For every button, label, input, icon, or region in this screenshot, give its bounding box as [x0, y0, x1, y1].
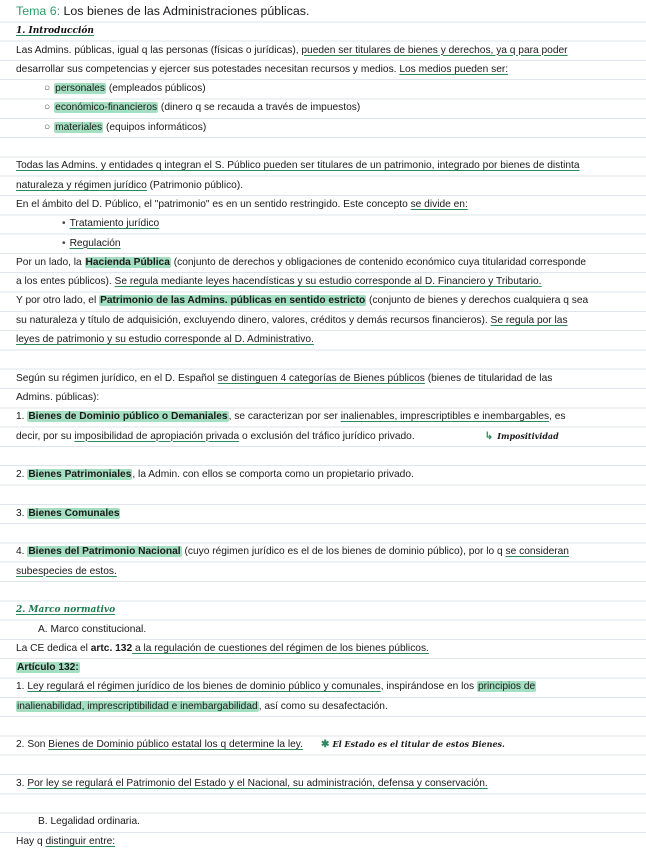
circle-bullet-icon: ○ — [44, 121, 51, 133]
blank-line — [16, 484, 630, 503]
article-heading-line — [16, 658, 630, 677]
list-number: 3. — [16, 507, 28, 519]
text-underlined: Ley regulará el régimen jurídico de los bienes de dominio público y comunales — [27, 681, 381, 693]
blank-line — [16, 755, 630, 774]
blank-line — [16, 446, 630, 465]
page-title — [16, 2, 630, 21]
text: , la Admin. con ellos se comporta como un propietario privado. — [132, 469, 414, 481]
categories-line-1 — [16, 369, 630, 388]
text-underlined: se consideran — [505, 546, 569, 558]
list-number: 4. — [16, 546, 28, 558]
category-3-line — [16, 504, 630, 523]
text-underlined: a la regulación de cuestiones del régimen de los bienes públicos. — [132, 642, 429, 654]
text-underlined: naturaleza y régimen jurídico — [16, 179, 147, 191]
text: (conjunto de derechos y obligaciones de contenido económico cuya titularidad corresponde — [170, 256, 587, 268]
last-line — [16, 832, 630, 851]
section-1-heading: 1. Introducción — [16, 26, 94, 37]
means-desc: (empleados públicos) — [106, 83, 206, 95]
highlighted-text: principios de — [477, 681, 536, 693]
article-ref: artc. 132 — [90, 642, 133, 654]
text: su naturaleza y título de adquisición, excluyendo dinero, valores, créditos y demás recursos financieros). — [16, 314, 491, 326]
subsection-b-title: B. Legalidad ordinaria. — [38, 816, 140, 828]
category-4-line-1 — [16, 542, 630, 561]
category-4-line-2 — [16, 562, 630, 581]
handwritten-note: El Estado es el titular de estos Bienes. — [332, 739, 505, 750]
text: o exclusión del tráfico jurídico privado. — [239, 430, 415, 442]
text-underlined: se divide en: — [410, 198, 468, 210]
text: 3. — [16, 777, 28, 789]
text-underlined: Por ley se regulará el Patrimonio del Estado y el Nacional, su administración, defensa y conservación. — [27, 777, 488, 789]
means-term: económico-financieros — [55, 102, 158, 114]
text: , así como su desafectación. — [258, 700, 388, 712]
highlighted-term: Bienes de Dominio público o Demaniales — [28, 411, 228, 423]
text: 2. Son — [16, 739, 49, 751]
text-underlined: se distinguen 4 categorías de Bienes públicos — [217, 372, 425, 384]
patrimony-line-1 — [16, 156, 630, 175]
patrimonio-line-2 — [16, 311, 630, 330]
subsection-a-title: A. Marco constitucional. — [38, 623, 147, 635]
text: desarrollar sus competencias y ejercer sus potestades necesitan recursos y medios. — [16, 63, 400, 75]
text: decir, por su — [16, 430, 75, 442]
arrow-icon: ↳ — [484, 430, 494, 442]
patrimony-line-2 — [16, 176, 630, 195]
text-underlined: Se regula mediante leyes hacendísticas y su estudio corresponde al D. Financiero y Tributario. — [114, 276, 542, 288]
article-item-2-line — [16, 735, 630, 754]
article-item-1-line-2 — [16, 697, 630, 716]
highlighted-term: Hacienda Pública — [85, 256, 170, 268]
text-underlined: inalienables, imprescriptibles e inembargables — [340, 411, 550, 423]
ce-line — [16, 639, 630, 658]
blank-line — [16, 716, 630, 735]
highlighted-term: Bienes Comunales — [28, 507, 120, 519]
topic-number: Tema 6: — [16, 4, 61, 18]
circle-bullet-icon: ○ — [44, 83, 51, 95]
section-1-heading-line — [16, 21, 630, 40]
blank-line — [16, 349, 630, 368]
category-1-line-1 — [16, 407, 630, 426]
means-term: materiales — [55, 121, 103, 133]
text: , es — [549, 411, 566, 423]
section-2-heading: 2. Marco normativo — [16, 605, 116, 616]
means-desc: (dinero q se recauda a través de impuestos) — [158, 102, 361, 114]
division-item — [16, 214, 630, 233]
text: (bienes de titularidad de las — [424, 372, 553, 384]
circle-bullet-icon: ○ — [44, 102, 51, 114]
text-underlined: Los medios pueden ser: — [399, 63, 509, 75]
division-label: Regulación — [69, 237, 121, 249]
means-term: personales — [55, 83, 105, 95]
article-item-3-line — [16, 774, 630, 793]
text: Por un lado, la — [16, 256, 85, 268]
text: 1. — [16, 681, 28, 693]
text-underlined: pueden ser titulares de un patrimonio, integrado por bienes de distinta — [263, 160, 580, 172]
section-2-heading-line — [16, 600, 630, 619]
means-desc: (equipos informáticos) — [103, 121, 207, 133]
blank-line — [16, 137, 630, 156]
dot-bullet-icon: • — [62, 237, 66, 249]
text: a los entes públicos). — [16, 276, 115, 288]
blank-line — [16, 581, 630, 600]
categories-line-2 — [16, 388, 630, 407]
intro-line-2 — [16, 60, 630, 79]
hacienda-line-2 — [16, 272, 630, 291]
text: En el ámbito del D. Público, el "patrimonio" es en un sentido restringido. Este concepto — [16, 198, 411, 210]
patrimony-line-3 — [16, 195, 630, 214]
text-underlined: leyes de patrimonio y su estudio corresponde al D. Administrativo. — [16, 334, 314, 346]
category-2-line — [16, 465, 630, 484]
text: Las Admins. públicas, igual q las personas (físicas o jurídicas), — [16, 44, 302, 56]
subsection-b — [16, 812, 630, 831]
topic-title: Los bienes de las Administraciones públicas. — [60, 4, 310, 18]
highlighted-term: Patrimonio de las Admins. públicas en sentido estricto — [100, 295, 366, 307]
text-underlined: Bienes de Dominio público estatal los q determine la ley. — [48, 739, 303, 751]
blank-line — [16, 793, 630, 812]
text-underlined: imposibilidad de apropiación privada — [74, 430, 240, 442]
text: (conjunto de bienes y derechos cualquiera q sea — [366, 295, 589, 307]
patrimonio-line-3 — [16, 330, 630, 349]
text: , se caracterizan por ser — [228, 411, 341, 423]
dot-bullet-icon: • — [62, 218, 66, 230]
list-number: 2. — [16, 469, 28, 481]
blank-line — [16, 523, 630, 542]
means-item — [16, 118, 630, 137]
subsection-a — [16, 620, 630, 639]
text: Admins. públicas): — [16, 391, 100, 403]
text-underlined: distinguir entre: — [45, 835, 116, 847]
text-underlined: pueden ser titulares de bienes y derechos, ya q para poder — [301, 44, 568, 56]
text: Según su régimen jurídico, en el D. Español — [16, 372, 218, 384]
list-number: 1. — [16, 411, 28, 423]
intro-line-1 — [16, 41, 630, 60]
article-item-1-line-1 — [16, 677, 630, 696]
star-icon: ✱ — [320, 739, 330, 751]
division-label: Tratamiento jurídico — [69, 218, 160, 230]
highlighted-term: Bienes del Patrimonio Nacional — [28, 546, 181, 558]
patrimonio-line-1 — [16, 291, 630, 310]
text: La CE dedica el — [16, 642, 91, 654]
highlighted-text: inalienabilidad, imprescriptibilidad e inembargabilidad — [17, 700, 258, 712]
division-item — [16, 234, 630, 253]
article-heading: Artículo 132: — [17, 662, 79, 674]
text: Hay q — [16, 835, 46, 847]
handwritten-note: Impositividad — [497, 430, 559, 441]
text: , inspirándose en los — [380, 681, 477, 693]
means-item — [16, 98, 630, 117]
text-underlined: Se regula por las — [490, 314, 568, 326]
category-1-line-2 — [16, 427, 630, 446]
text: (Patrimonio público). — [146, 179, 244, 191]
text-underlined: subespecies de estos. — [16, 565, 117, 577]
text: (cuyo régimen jurídico es el de los bienes de dominio público), por lo q — [181, 546, 506, 558]
highlighted-term: Bienes Patrimoniales — [28, 469, 132, 481]
hacienda-line-1 — [16, 253, 630, 272]
means-item — [16, 79, 630, 98]
text: Y por otro lado, el — [16, 295, 100, 307]
text: Todas las Admins. y entidades q integran el S. Público — [16, 160, 264, 172]
